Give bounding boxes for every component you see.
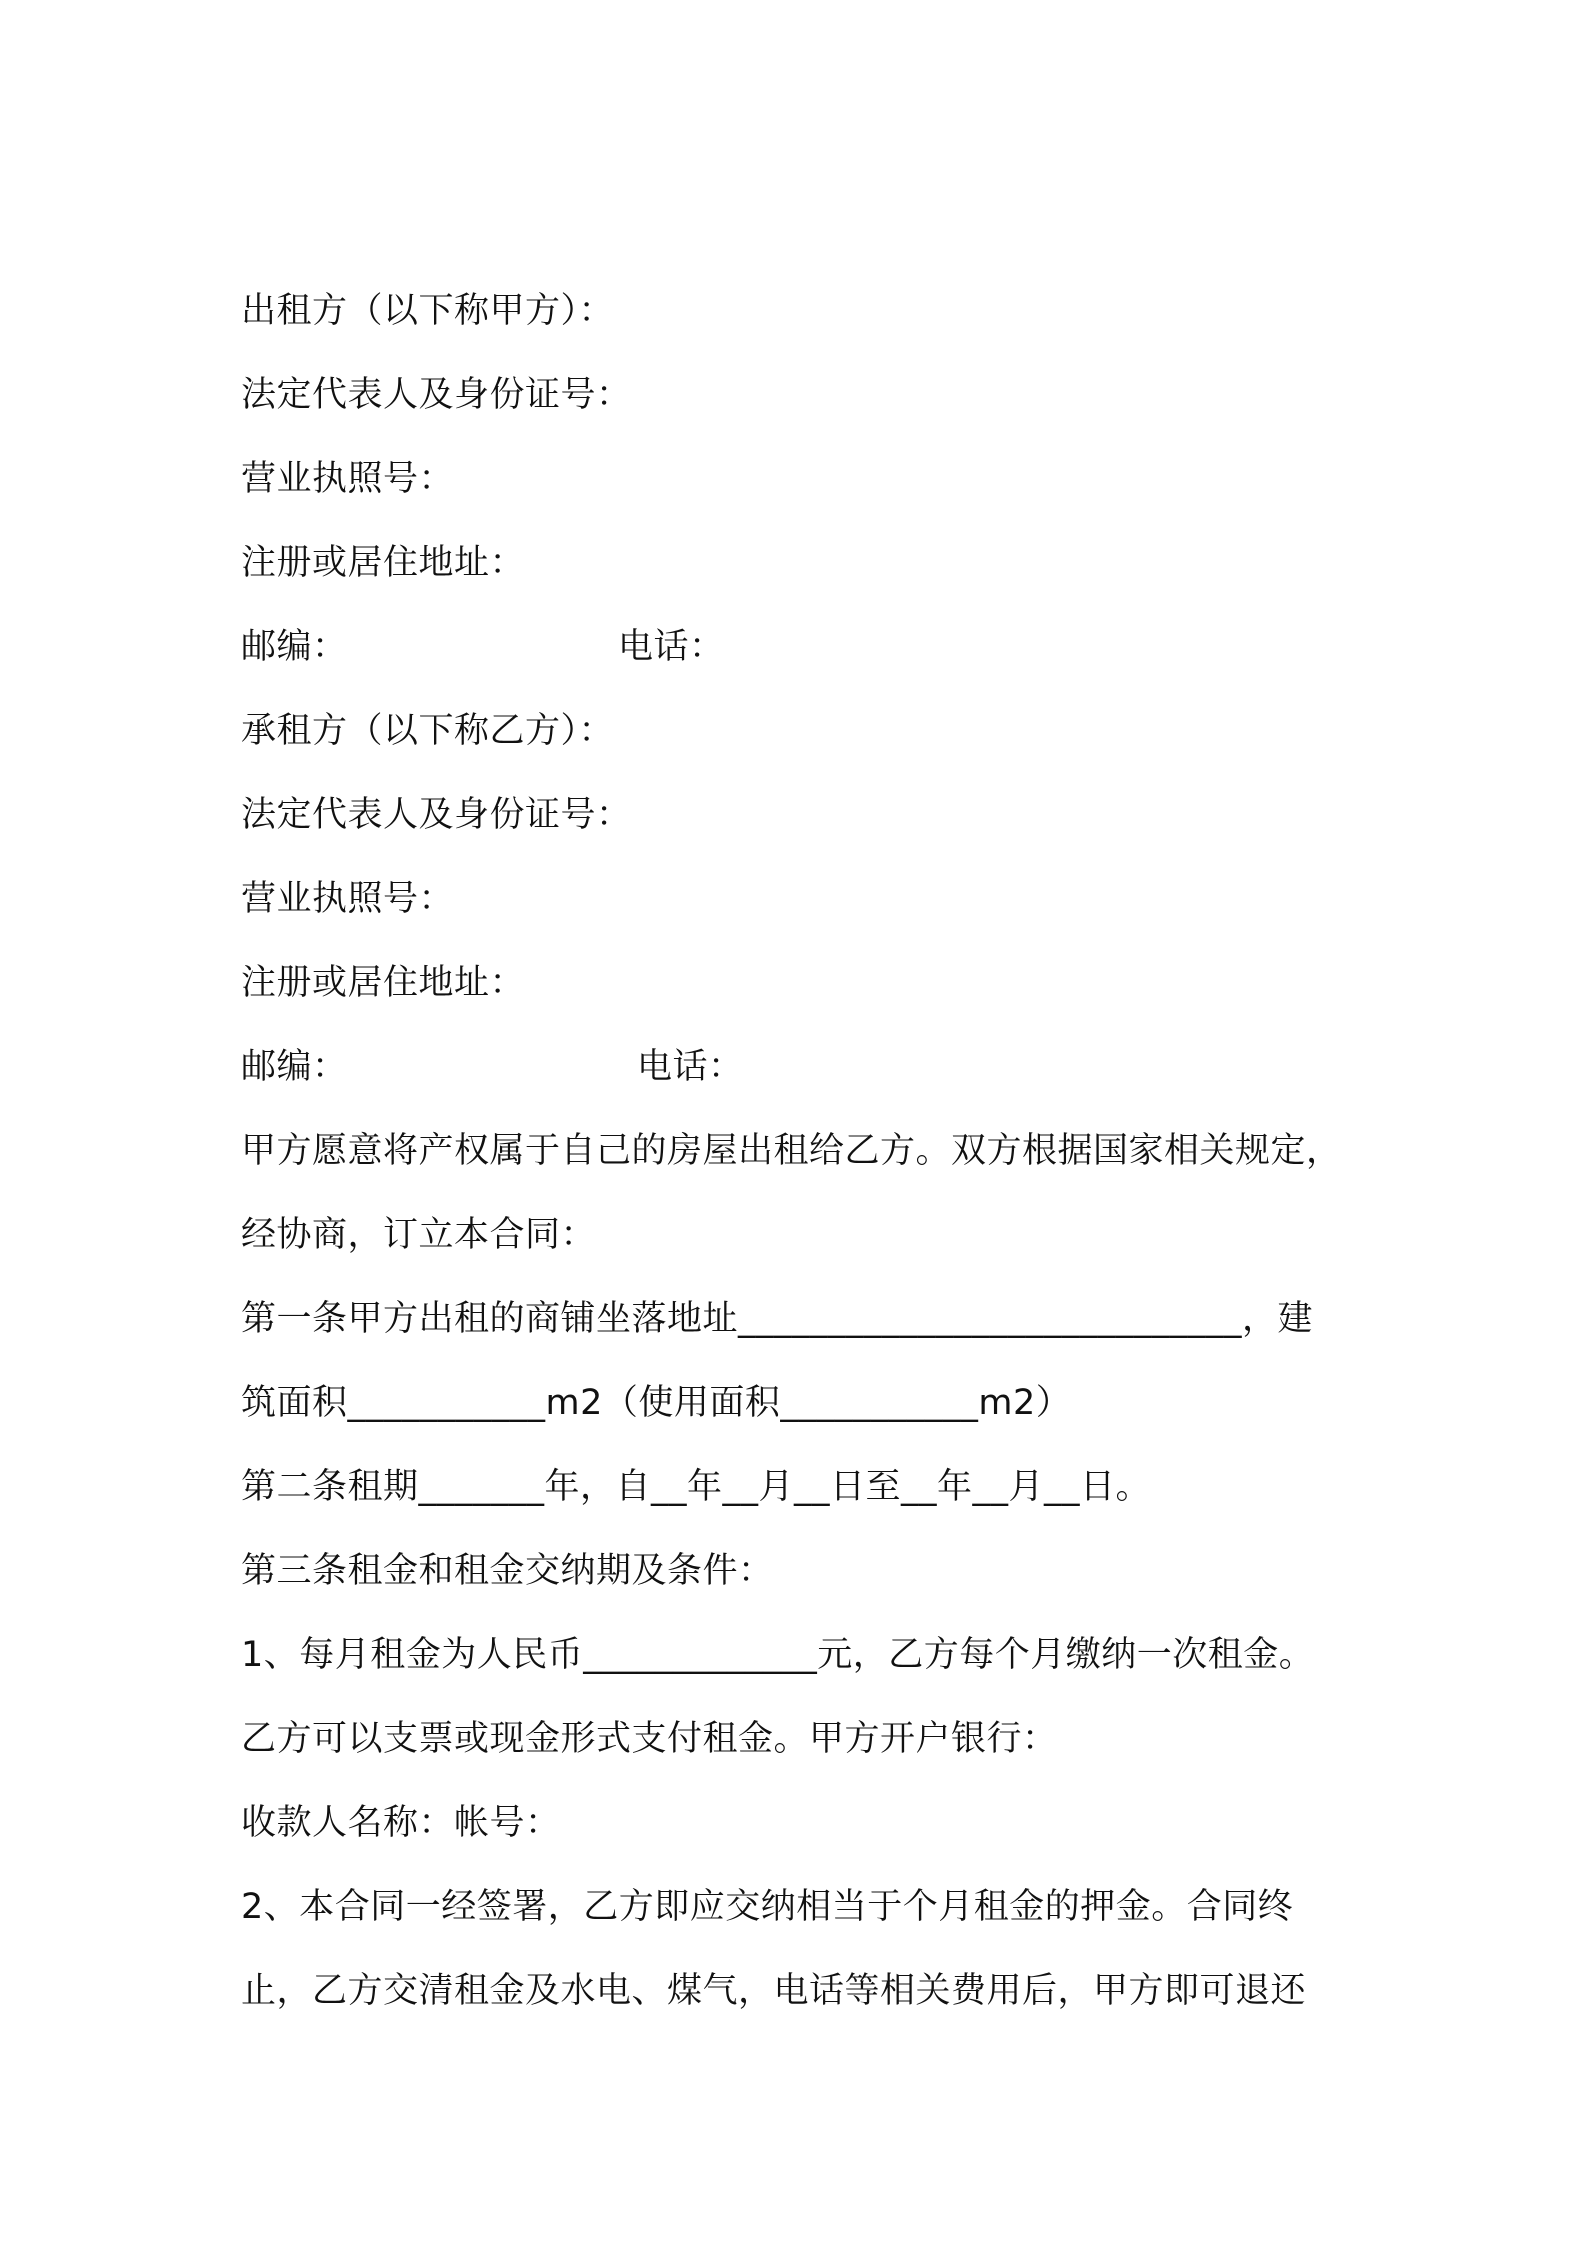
intro-line-2: 经协商，订立本合同： [241, 1215, 597, 1255]
article-1-line-1: 第一条甲方出租的商铺坐落地址____________________________，建 [241, 1299, 1314, 1339]
lessor-address: 注册或居住地址： [241, 543, 526, 583]
lessee-postcode: 邮编： [241, 1047, 348, 1087]
article-2: 第二条租期_______年，自__年__月__日至__年__月__日。 [241, 1467, 1152, 1507]
lessor-rep-id: 法定代表人及身份证号： [241, 375, 632, 415]
lessee-contact-row [241, 1045, 1341, 1089]
article-3-item-2-line-2: 止，乙方交清租金及水电、煤气，电话等相关费用后，甲方即可退还 [241, 1971, 1307, 2011]
lessor-license: 营业执照号： [241, 459, 455, 499]
lessor-phone: 电话： [618, 627, 725, 667]
intro-line-1: 甲方愿意将产权属于自己的房屋出租给乙方。双方根据国家相关规定， [241, 1131, 1342, 1171]
lessor-postcode: 邮编： [241, 627, 348, 667]
lessee-license: 营业执照号： [241, 879, 455, 919]
article-3-item-2-line-1: 2、本合同一经签署，乙方即应交纳相当于个月租金的押金。合同终 [241, 1887, 1294, 1927]
article-1-line-2: 筑面积___________m2（使用面积___________m2） [241, 1383, 1072, 1423]
article-3-heading: 第三条租金和租金交纳期及条件： [241, 1551, 774, 1591]
article-3-item-1-line-1: 1、每月租金为人民币_____________元，乙方每个月缴纳一次租金。 [241, 1635, 1315, 1675]
lessee-rep-id: 法定代表人及身份证号： [241, 795, 632, 835]
article-3-item-1-line-2: 乙方可以支票或现金形式支付租金。甲方开户银行： [241, 1719, 1058, 1759]
lessee-phone: 电话： [637, 1047, 744, 1087]
lessee-address: 注册或居住地址： [241, 963, 526, 1003]
article-3-item-1-line-3: 收款人名称：帐号： [241, 1803, 561, 1843]
lessor-contact-row [241, 625, 1341, 669]
lessee-title: 承租方（以下称乙方）： [241, 711, 615, 751]
lessor-title: 出租方（以下称甲方）： [241, 291, 615, 331]
